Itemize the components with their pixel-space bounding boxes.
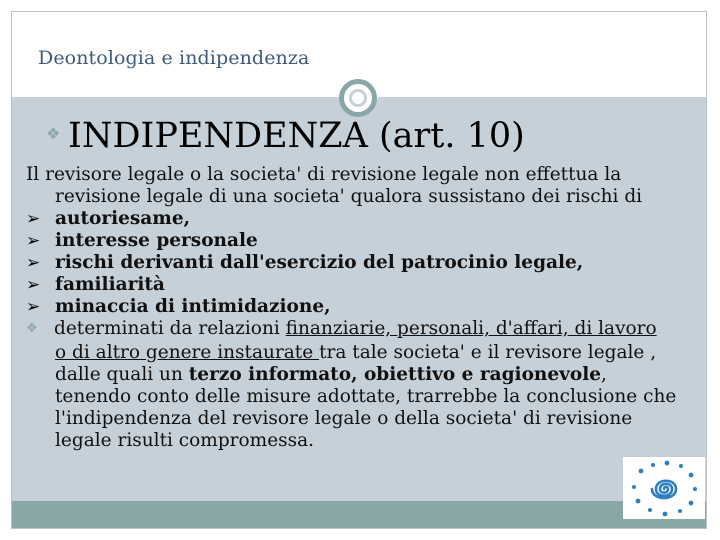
bullet-text: rischi derivanti dall'esercizio del patrocinio legale, (55, 252, 584, 273)
ring-inner (349, 89, 367, 107)
heading-text: INDIPENDENZA (art. 10) (68, 116, 525, 156)
intro-line-2: revisione legale di una societa' qualora sussistano dei rischi di (55, 186, 643, 207)
divider-right (378, 97, 706, 99)
sub-line-5: l'indipendenza del revisore legale o della societa' di revisione (55, 408, 633, 429)
bullet-text: familiarità (55, 274, 165, 295)
bullet-diamond-icon: ❖ (46, 124, 61, 143)
ring-ornament-icon (339, 79, 377, 117)
arrow-bullet-icon: ➢ (26, 231, 41, 251)
spiral-logo (623, 457, 705, 519)
list-item (26, 296, 696, 318)
bullet-diamond-icon: ❖ (26, 321, 38, 336)
spiral-logo-svg (623, 457, 705, 519)
sub-line-3c: , (601, 364, 607, 385)
sub-line-6: legale risulti compromessa. (55, 430, 315, 451)
sub-paragraph (26, 318, 696, 452)
sub-line-2-underlined: o di altro genere instaurate (55, 342, 320, 363)
divider-left (12, 97, 344, 99)
arrow-bullet-icon: ➢ (26, 297, 41, 317)
sub-line-2b: tra tale societa' e il revisore legale , (319, 342, 657, 363)
list-item (26, 208, 696, 230)
intro-line-1: Il revisore legale o la societa' di revisione legale non effettua la (26, 164, 622, 185)
sub-line-4: tenendo conto delle misure adottate, trarrebbe la conclusione che (55, 386, 677, 407)
sub-line-3-bold: terzo informato, obiettivo e ragionevole (188, 364, 602, 385)
bottom-band (12, 501, 706, 528)
bullet-text: autoriesame, (55, 208, 191, 229)
slide-heading (46, 116, 525, 156)
arrow-bullet-icon: ➢ (26, 253, 41, 273)
deck-title: Deontologia e indipendenza (38, 47, 310, 69)
intro-paragraph (26, 164, 696, 208)
arrow-bullet-icon: ➢ (26, 209, 41, 229)
list-item (26, 252, 696, 274)
bullet-text: minaccia di intimidazione, (55, 296, 331, 317)
bullet-text: interesse personale (55, 230, 258, 251)
sub-line-3a: dalle quali un (55, 364, 189, 385)
list-item (26, 274, 696, 296)
arrow-bullet-icon: ➢ (26, 275, 41, 295)
sub-line-1a: determinati da relazioni (54, 318, 286, 339)
list-item (26, 230, 696, 252)
slide-body (26, 164, 696, 452)
sub-line-1-underlined: finanziarie, personali, d'affari, di lavoro (285, 318, 657, 339)
